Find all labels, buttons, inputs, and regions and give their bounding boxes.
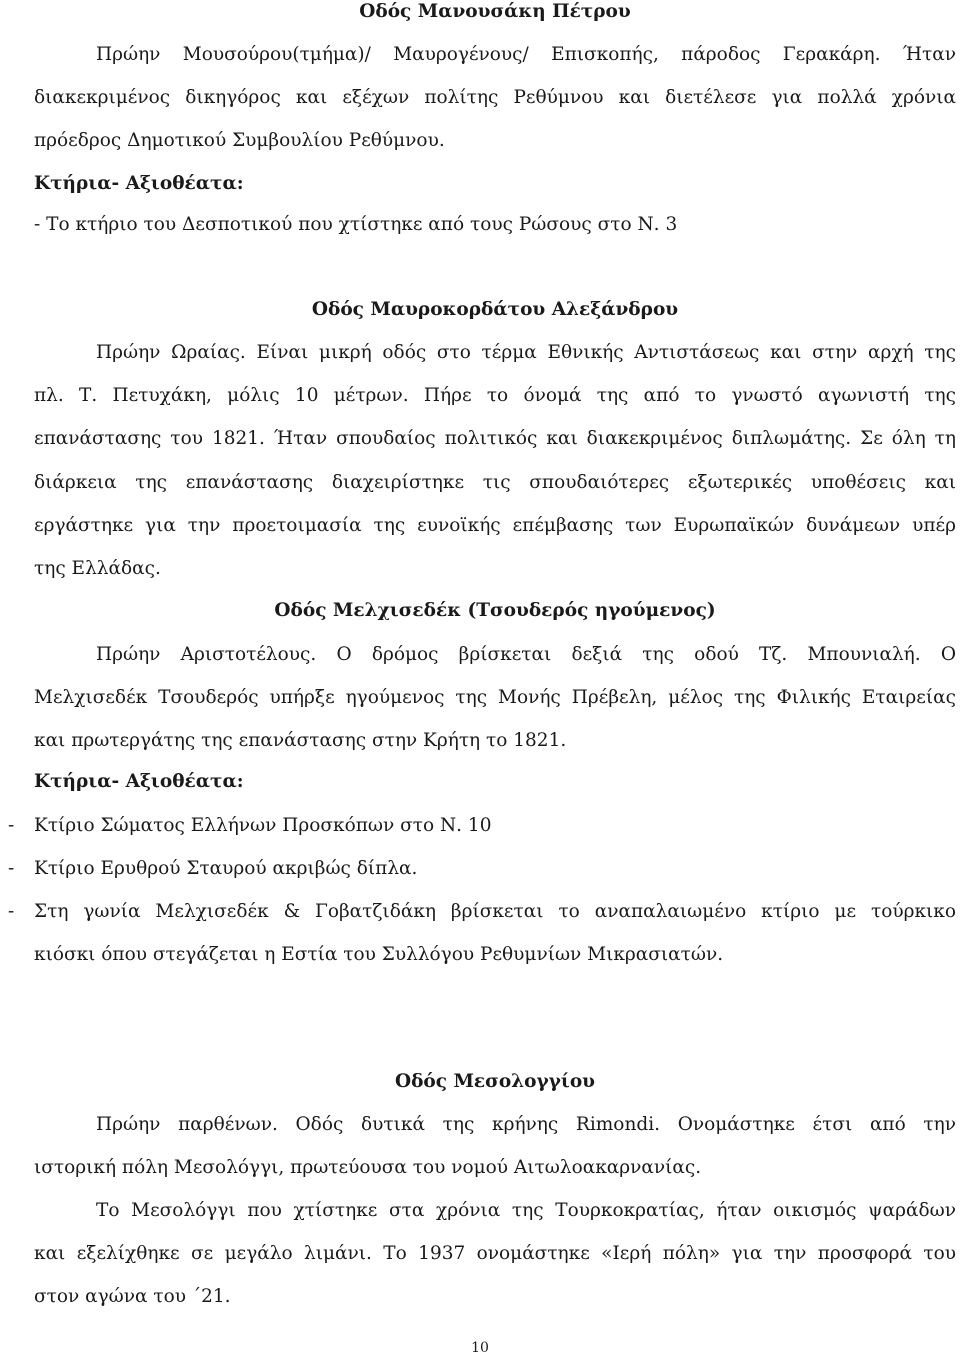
paragraph-line: της Ελλάδας.	[34, 558, 161, 579]
paragraph-line: πλ. Τ. Πετυχάκη, μόλις 10 μέτρων. Πήρε το όνομά της από το γνωστό αγωνιστή της	[34, 385, 956, 406]
bullet-dash: -	[8, 901, 15, 922]
bullet-text: Κτίριο Σώματος Ελλήνων Προσκόπων στο Ν. 10	[34, 815, 492, 836]
paragraph-line: Πρώην παρθένων. Οδός δυτικά της κρήνης Rimondi. Ονομάστηκε έτσι από την	[96, 1114, 956, 1135]
paragraph-line: και εξελίχθηκε σε μεγάλο λιμάνι. Το 1937 ονομάστηκε «Ιερή πόλη» για την προσφορά του	[34, 1243, 956, 1264]
paragraph-line: ιστορική πόλη Μεσολόγγι, πρωτεύουσα του νομού Αιτωλοακαρνανίας.	[34, 1157, 702, 1178]
section-title-melchisedek: Οδός Μελχισεδέκ (Τσουδερός ηγούμενος)	[274, 600, 716, 621]
paragraph-line: Πρώην Αριστοτέλους. Ο δρόμος βρίσκεται δεξιά της οδού Τζ. Μπουνιαλή. Ο	[96, 644, 956, 665]
paragraph-line: επανάστασης του 1821. Ήταν σπουδαίος πολιτικός και διακεκριμένος διπλωμάτης. Σε όλη τη	[34, 428, 956, 449]
paragraph-line: διάρκεια της επανάστασης διαχειρίστηκε τις σπουδαιότερες εξωτερικές υποθέσεις και	[34, 472, 956, 493]
section-title-manousaki: Οδός Μανουσάκη Πέτρου	[359, 1, 631, 22]
paragraph-line: Πρώην Μουσούρου(τμήμα)/ Μαυρογένους/ Επισκοπής, πάροδος Γερακάρη. Ήταν	[96, 44, 956, 65]
paragraph-line: και πρωτεργάτης της επανάστασης στην Κρήτη το 1821.	[34, 730, 567, 751]
section-title-mesologgiou: Οδός Μεσολογγίου	[394, 1071, 596, 1092]
bullet-text: Στη γωνία Μελχισεδέκ & Γοβατζιδάκη βρίσκεται το αναπαλαιωμένο κτίριο με τούρκικο	[34, 901, 956, 922]
paragraph-line: Το Μεσολόγγι που χτίστηκε στα χρόνια της Τουρκοκρατίας, ήταν οικισμός ψαράδων	[96, 1200, 956, 1221]
paragraph-line: Πρώην Ωραίας. Είναι μικρή οδός στο τέρμα Εθνικής Αντιστάσεως και στην αρχή της	[96, 342, 956, 363]
page-number: 10	[471, 1340, 489, 1356]
paragraph-line: πρόεδρος Δημοτικού Συμβουλίου Ρεθύμνου.	[34, 130, 445, 151]
bullet-dash: -	[8, 815, 15, 836]
paragraph-line: διακεκριμένος δικηγόρος και εξέχων πολίτης Ρεθύμνου και διετέλεσε για πολλά χρόνια	[34, 87, 956, 108]
buildings-heading: Κτήρια- Αξιοθέατα:	[34, 771, 244, 792]
paragraph-line: Μελχισεδέκ Τσουδερός υπήρξε ηγούμενος της Μονής Πρέβελη, μέλος της Φιλικής Εταιρείας	[34, 687, 956, 708]
building-item: - Το κτήριο του Δεσποτικού που χτίστηκε από τους Ρώσους στο Ν. 3	[34, 214, 678, 235]
paragraph-line: στον αγώνα του ΄21.	[34, 1286, 231, 1307]
bullet-text: Κτίριο Ερυθρού Σταυρού ακριβώς δίπλα.	[34, 858, 418, 879]
bullet-dash: -	[8, 858, 15, 879]
bullet-continuation: κιόσκι όπου στεγάζεται η Εστία του Συλλόγου Ρεθυμνίων Μικρασιατών.	[34, 944, 724, 965]
section-title-mavrokordatou: Οδός Μαυροκορδάτου Αλεξάνδρου	[311, 299, 679, 320]
paragraph-line: εργάστηκε για την προετοιμασία της ευνοϊκής επέμβασης των Ευρωπαϊκών δυνάμεων υπέρ	[34, 515, 956, 536]
buildings-heading: Κτήρια- Αξιοθέατα:	[34, 173, 244, 194]
